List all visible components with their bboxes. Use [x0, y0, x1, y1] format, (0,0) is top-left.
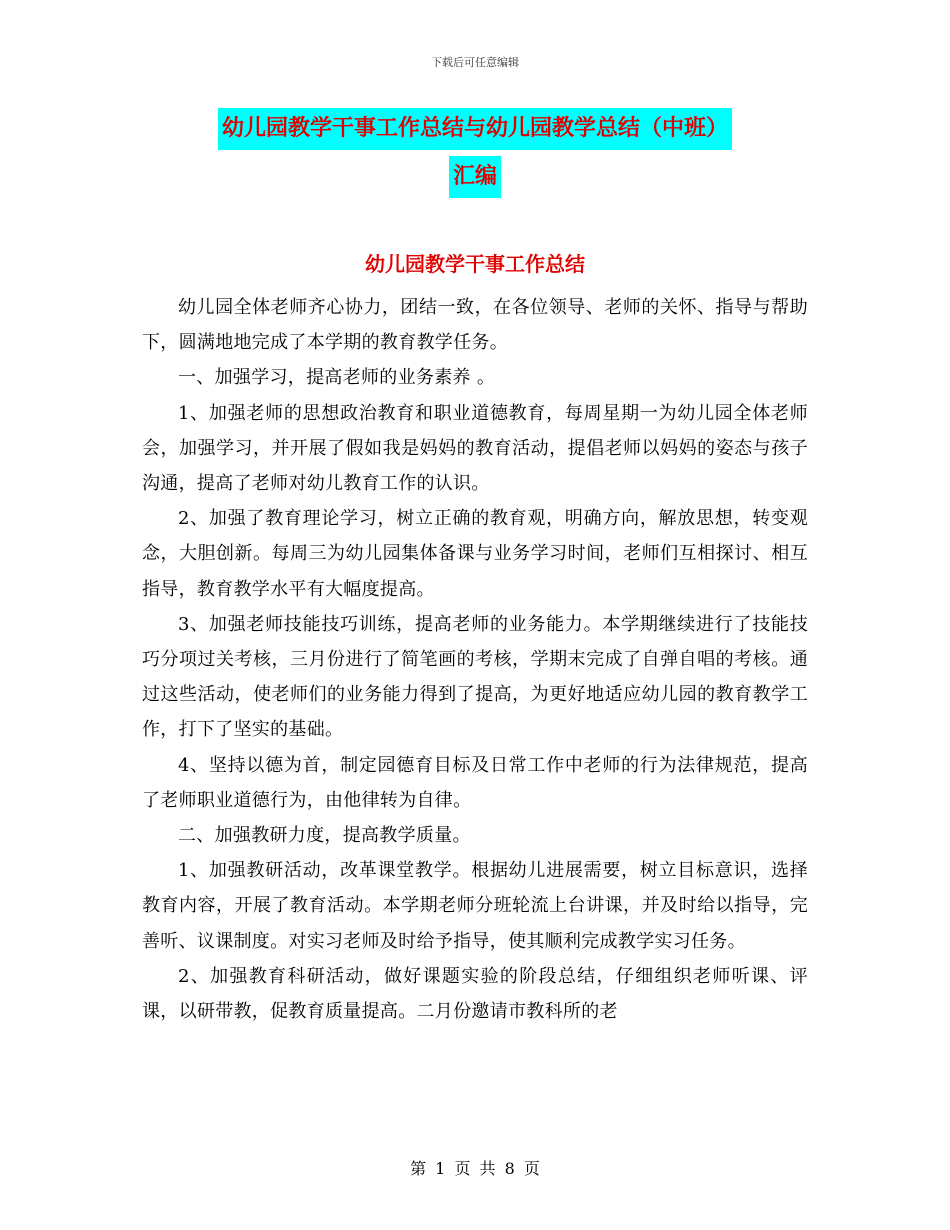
paragraph: 二、加强教研力度，提高教学质量。: [178, 825, 471, 847]
paragraph: 幼儿园全体老师齐心协力，团结一致，在各位领导、老师的关怀、指导与帮助下，圆满地地完成了本学期的教育教学任务。: [142, 297, 808, 354]
paragraph: 1、加强教研活动，改革课堂教学。根据幼儿进展需要，树立目标意识，选择教育内容，开展了教育活动。本学期老师分班轮流上台讲课，并及时给以指导，完善听、议课制度。对实习老师及时给予指导，使其顺利完成教学实习任务。: [142, 860, 808, 952]
page-header: 下载后可任意编辑: [431, 56, 519, 69]
paragraph: 3、加强老师技能技巧训练，提高老师的业务能力。本学期继续进行了技能技巧分项过关考核，三月份进行了简笔画的考核，学期末完成了自弹自唱的考核。通过这些活动，使老师们的业务能力得到了提高，为更好地适应幼儿园的教育教学工作，打下了坚实的基础。: [142, 613, 808, 741]
paragraph: 2、加强了教育理论学习，树立正确的教育观，明确方向，解放思想，转变观念，大胆创新。每周三为幼儿园集体备课与业务学习时间，老师们互相探讨、相互指导，教育教学水平有大幅度提高。: [142, 508, 808, 600]
paragraph: 一、加强学习，提高老师的业务素养 。: [178, 367, 496, 389]
paragraph: 4、坚持以德为首，制定园德育目标及日常工作中老师的行为法律规范，提高了老师职业道德行为，由他律转为自律。: [142, 754, 808, 811]
title-line-1: 幼儿园教学干事工作总结与幼儿园教学总结（中班）: [218, 108, 732, 150]
paragraph: 1、加强老师的思想政治教育和职业道德教育，每周星期一为幼儿园全体老师会，加强学习，并开展了假如我是妈妈的教育活动，提倡老师以妈妈的姿态与孩子沟通，提高了老师对幼儿教育工作的认识。: [142, 402, 808, 495]
section-title: 幼儿园教学干事工作总结: [365, 252, 585, 276]
document-body: [142, 290, 808, 1029]
title-line-2: 汇编: [449, 156, 501, 198]
page-footer: 第 1 页 共 8 页: [410, 1159, 540, 1178]
paragraph: 2、加强教育科研活动，做好课题实验的阶段总结，仔细组织老师听课、评课，以研带教，促教育质量提高。二月份邀请市教科所的老: [142, 965, 808, 1023]
document-title: [0, 108, 950, 198]
